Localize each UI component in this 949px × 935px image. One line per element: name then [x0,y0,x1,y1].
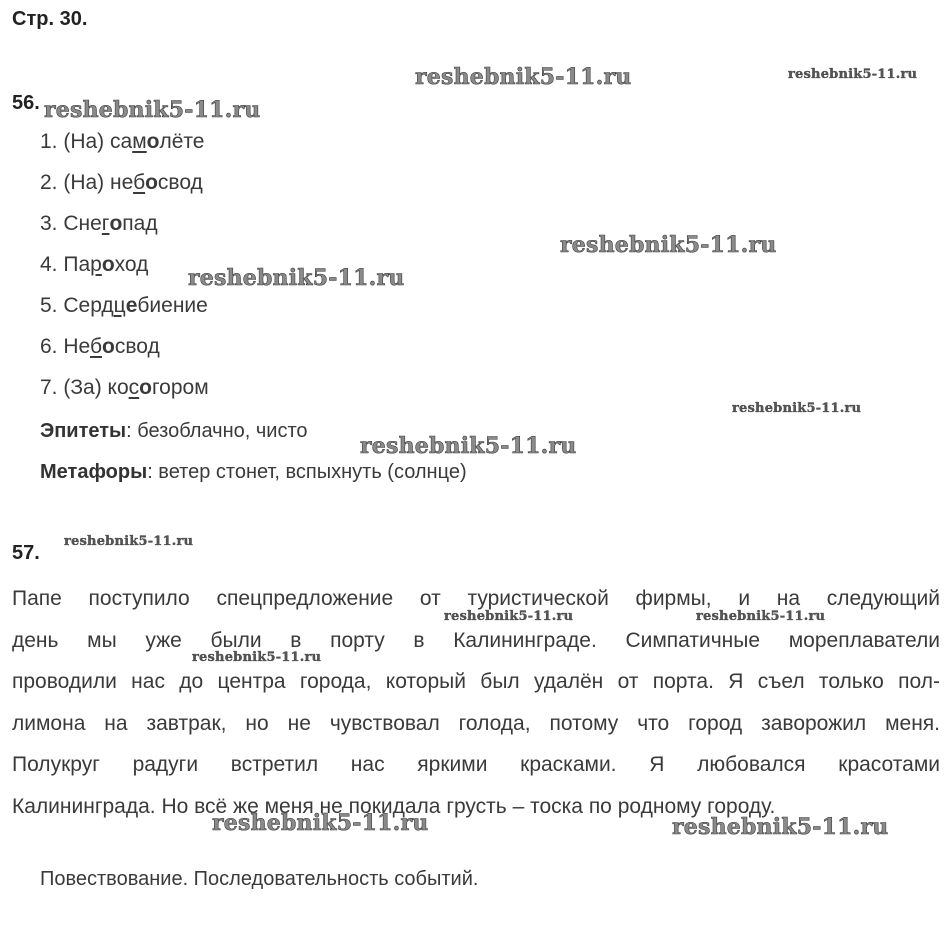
paragraph-line: день мы уже были в порту в Калининграде. Симпатичные мореплаватели [12,628,940,652]
word-part: свод [114,335,160,358]
underlined-letter: б [89,335,102,358]
watermark: reshebnik5-11.ru [560,232,777,258]
answer-item-1 [40,128,209,169]
word-part: ход [114,253,149,276]
word-part: биение [137,294,208,317]
underlined-letter: с [128,376,140,399]
word-part: пад [122,212,158,235]
underlined-letter: г [101,212,110,235]
answer-item-4 [40,251,209,292]
watermark: reshebnik5-11.ru [444,609,574,624]
word-part: 5. Серд [40,294,114,317]
answer-item-3 [40,210,209,251]
epithets-text: : безоблачно, чисто [126,420,308,442]
watermark: reshebnik5-11.ru [672,814,889,840]
word-part: свод [157,171,203,194]
epithets-label: Эпитеты [40,420,127,442]
word-part: гором [151,376,209,399]
watermark: reshebnik5-11.ru [415,64,632,90]
connecting-vowel: о [102,335,115,358]
metaphors-label: Метафоры [40,461,148,483]
word-part: 4. Па [40,253,91,276]
watermark: reshebnik5-11.ru [188,265,405,291]
task-56-answer-list [40,128,209,415]
word-part: 1. (На) са [40,130,133,153]
watermark: reshebnik5-11.ru [788,67,918,82]
metaphors-text: : ветер стонет, вспыхнуть (солнце) [147,461,467,483]
watermark: reshebnik5-11.ru [360,433,577,459]
watermark: reshebnik5-11.ru [212,810,429,836]
page-title: Стр. 30. [12,8,88,30]
paragraph-line: Калининграда. Но всё же меня не покидала грусть – тоска по родному городу. [12,794,776,818]
metaphors-line [40,461,467,484]
task-57-conclusion: Повествование. Последовательность событий. [40,868,479,890]
underlined-letter: ц [113,294,126,317]
answer-item-2 [40,169,209,210]
paragraph-line: Папе поступило спецпредложение от туристической фирмы, и на следующий [12,587,940,610]
watermark: reshebnik5-11.ru [192,650,322,665]
connecting-vowel: о [139,376,152,399]
answer-item-5 [40,292,209,333]
paragraph-line: проводили нас до центра города, который был удалён от порта. Я съел только пол- [12,670,940,693]
connecting-vowel: е [125,294,138,317]
word-part: 3. Сне [40,212,102,235]
epithets-line [40,420,308,443]
connecting-vowel: о [146,130,160,153]
word-part: 6. Не [40,335,90,358]
watermark: reshebnik5-11.ru [696,609,826,624]
answer-item-7 [40,374,209,415]
word-part: лёте [159,130,205,153]
word-part: 7. (За) ко [40,376,129,399]
underlined-letter: р [90,253,102,276]
answer-item-6 [40,333,209,374]
connecting-vowel: о [109,212,123,235]
task-57-number: 57. [12,542,40,564]
task-56-number: 56. [12,92,40,114]
underlined-letter: б [133,171,146,194]
paragraph-line: лимона на завтрак, но не чувствовал голода, потому что город заворожил меня. [12,711,940,735]
paragraph-line: Полукруг радуги встретил нас яркими красками. Я любовался красотами [12,753,940,776]
underlined-letter: м [132,130,147,153]
connecting-vowel: о [145,171,158,194]
word-part: 2. (На) не [40,171,134,194]
watermark: reshebnik5-11.ru [732,401,862,416]
watermark: reshebnik5-11.ru [44,97,261,123]
connecting-vowel: о [101,253,115,276]
watermark: reshebnik5-11.ru [64,534,194,549]
